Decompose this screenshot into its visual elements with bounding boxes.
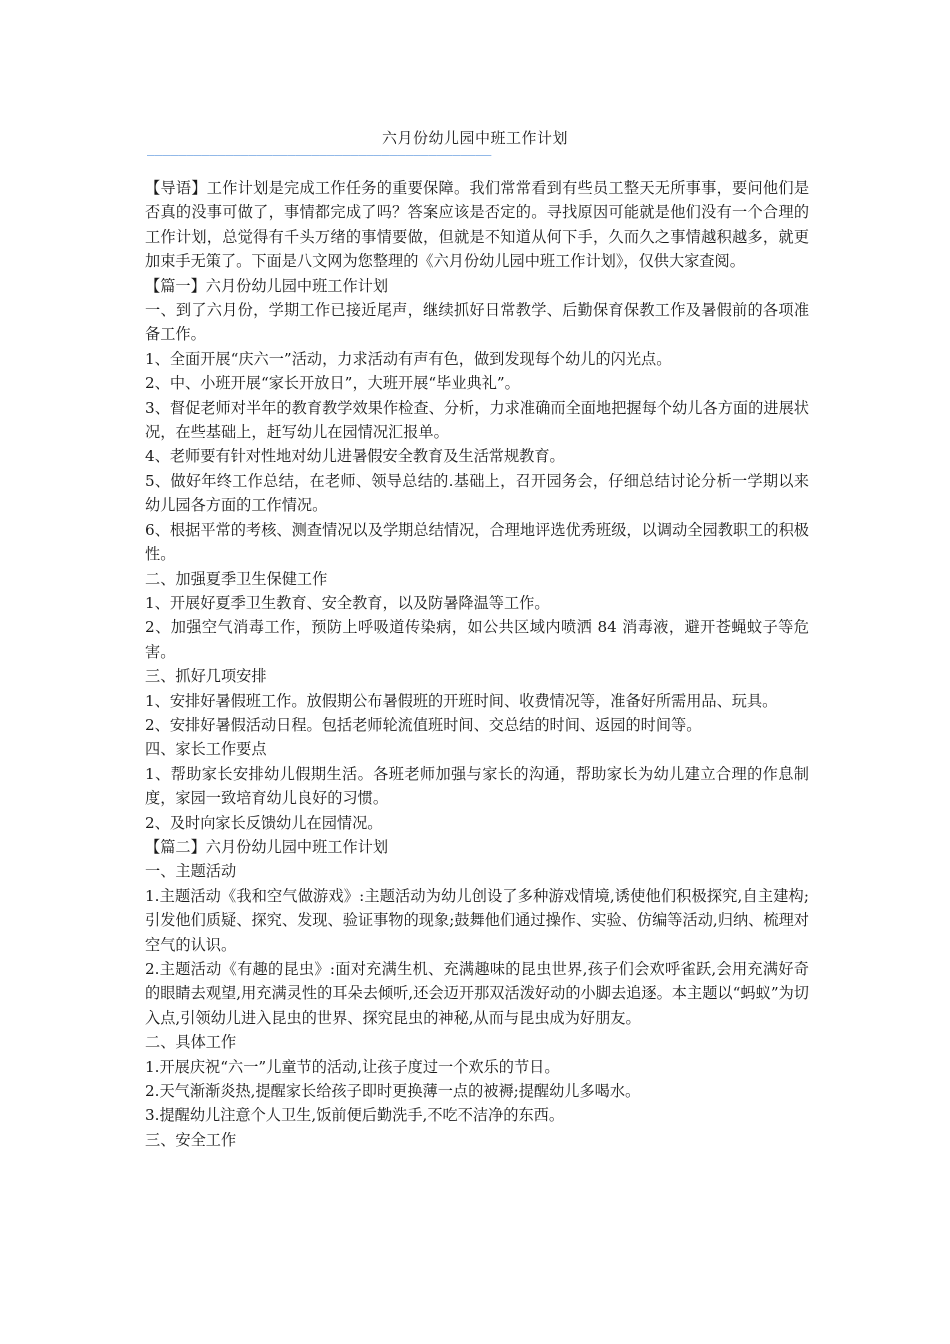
title-divider-rule: ———————————————————————————————————————————— bbox=[147, 150, 492, 162]
document-title: 六月份幼儿园中班工作计划 bbox=[381, 129, 568, 147]
list-item: 5、做好年终工作总结，在老师、领导总结的.基础上，召开园务会，仔细总结讨论分析一学期以来幼儿园各方面的工作情况。 bbox=[145, 471, 809, 515]
subheading: 三、抓好几项安排 bbox=[145, 667, 267, 686]
list-item: 6、根据平常的考核、测查情况以及学期总结情况，合理地评选优秀班级，以调动全园教职工的积极性。 bbox=[145, 520, 809, 564]
subheading: 三、安全工作 bbox=[145, 1130, 237, 1149]
intro-paragraph: 【导语】工作计划是完成工作任务的重要保障。我们常常看到有些员工整天无所事事，要问他们是否真的没事可做了，事情都完成了吗？答案应该是否定的。寻找原因可能就是他们没有一个合理的工作计划，总觉得有千头万绪的事情要做，但就是不知道从何下手，久而久之事情越积越多，就更加束手无策了。下面是八文网为您整理的《六月份幼儿园中班工作计划》，仅供大家查阅。 bbox=[145, 179, 809, 271]
list-item: 4、老师要有针对性地对幼儿进暑假安全教育及生活常规教育。 bbox=[145, 447, 565, 466]
section-heading-part-one: 【篇一】六月份幼儿园中班工作计划 bbox=[145, 276, 388, 295]
list-item: 2.天气渐渐炎热,提醒家长给孩子即时更换薄一点的被褥;提醒幼儿多喝水。 bbox=[145, 1082, 641, 1101]
list-item: 2、中、小班开展“家长开放日”，大班开展“毕业典礼”。 bbox=[145, 374, 520, 393]
list-item: 1.开展庆祝“六一”儿童节的活动,让孩子度过一个欢乐的节日。 bbox=[145, 1057, 560, 1076]
list-item: 2、及时向家长反馈幼儿在园情况。 bbox=[145, 813, 383, 832]
document-body bbox=[145, 176, 809, 1152]
subheading: 二、具体工作 bbox=[145, 1033, 237, 1052]
subheading: 四、家长工作要点 bbox=[145, 740, 267, 759]
section-heading-part-two: 【篇二】六月份幼儿园中班工作计划 bbox=[145, 837, 388, 856]
list-item: 1、开展好夏季卫生教育、安全教育，以及防暑降温等工作。 bbox=[145, 593, 550, 612]
list-item: 1、安排好暑假班工作。放假期公布暑假班的开班时间、收费情况等，准备好所需用品、玩具。 bbox=[145, 691, 778, 710]
list-item: 1、全面开展“庆六一”活动，力求活动有声有色，做到发现每个幼儿的闪光点。 bbox=[145, 349, 672, 368]
subheading: 二、加强夏季卫生保健工作 bbox=[145, 569, 328, 588]
list-item: 1.主题活动《我和空气做游戏》:主题活动为幼儿创设了多种游戏情境,诱使他们积极探究,自主建构;引发他们质疑、探究、发现、验证事物的现象;鼓舞他们通过操作、实验、仿编等活动,归纳、梳理对空气的认识。 bbox=[145, 886, 809, 954]
list-item: 3、督促老师对半年的教育教学效果作检查、分析，力求准确而全面地把握每个幼儿各方面的进展状况，在些基础上，赶写幼儿在园情况汇报单。 bbox=[145, 398, 809, 442]
list-item: 2、加强空气消毒工作，预防上呼吸道传染病，如公共区域内喷洒 84 消毒液，避开苍蝇蚊子等危害。 bbox=[145, 618, 809, 661]
list-item: 3.提醒幼儿注意个人卫生,饭前便后勤洗手,不吃不洁净的东西。 bbox=[145, 1106, 565, 1125]
list-item: 2、安排好暑假活动日程。包括老师轮流值班时间、交总结的时间、返园的时间等。 bbox=[145, 715, 702, 734]
subheading: 一、主题活动 bbox=[145, 862, 237, 881]
paragraph: 一、到了六月份，学期工作已接近尾声，继续抓好日常教学、后勤保育保教工作及暑假前的各项准备工作。 bbox=[145, 301, 809, 344]
list-item: 2.主题活动《有趣的昆虫》:面对充满生机、充满趣味的昆虫世界,孩子们会欢呼雀跃,会用充满好奇的眼睛去观望,用充满灵性的耳朵去倾听,还会迈开那双活泼好动的小脚去追逐。本主题以“蚂蚁”为切入点,引领幼儿进入昆虫的世界、探究昆虫的神秘,从而与昆虫成为好朋友。 bbox=[145, 960, 809, 1027]
list-item: 1、帮助家长安排幼儿假期生活。各班老师加强与家长的沟通，帮助家长为幼儿建立合理的作息制度，家园一致培育幼儿良好的习惯。 bbox=[145, 764, 809, 808]
